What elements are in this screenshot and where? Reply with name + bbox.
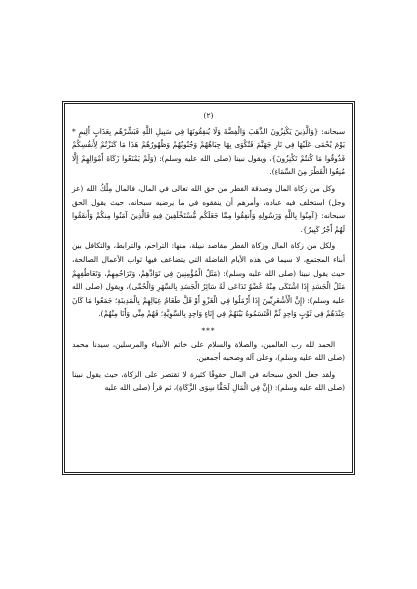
section-separator: ***	[201, 325, 216, 335]
paragraph-2: وكل من زكاة المال وصدقة الفطر من حق الله تعالى في المال، فالمال مِلْكُ الله (عز وجل) استخلف فيه عباده، وأمرهم أن ينفقوه في ما يرضيه سبحانه، حيث يقول الحق سبحانه: {آمِنُوا بِاللَّهِ وَرَسُولِهِ وَأَنفِقُوا مِمَّا جَعَلَكُم مُّسْتَخْلَفِينَ فِيهِ فَالَّذِينَ آمَنُوا مِنكُمْ وَأَنفَقُوا لَهُمْ أَجْرٌ كَبِيرٌ}.	[72, 183, 345, 234]
paragraph-4: الحمد لله رب العالمين، والصلاة والسلام على خاتم الأنبياء والمرسلين، سيدنا محمد (صلى الله عليه وسلم)، وعلى آله وصحبه أجمعين.	[72, 339, 345, 363]
paragraph-3: ولكل من زكاة المال وزكاة الفطر مقاصد نبيلة، منها: التراحم، والترابط، والتكافل بين أبناء المجتمع، لا سيما في هذه الأيام الفاضلة التي يتضاعف فيها ثواب الأعمال الصالحة، حيث يقول نبينا (صلى الله عليه وسلم): (مَثَلُ الْمُؤْمِنِينَ فِي تَوَادِّهِمْ، وَتَرَاحُمِهِمْ، وَتَعَاطُفِهِمْ مَثَلُ الْجَسَدِ إِذَا اشْتَكَى مِنْهُ عُضْوٌ تَدَاعَى لَهُ سَائِرُ الْجَسَدِ بِالسَّهَرِ وَالْحُمَّى)، ويقول (صلى الله عليه وسلم): (إِنَّ الْأَشْعَرِيِّينَ إِذَا أَرْمَلُوا فِي الْغَزْوِ أَوْ قَلَّ طَعَامُ عِيَالِهِمْ بِالْمَدِينَةِ؛ جَمَعُوا مَا كَانَ عِنْدَهُمْ فِي ثَوْبٍ وَاحِدٍ ثُمَّ اقْتَسَمُوهُ بَيْنَهُمْ فِي إِنَاءٍ وَاحِدٍ بِالسَّوِيَّةِ؛ فَهُمْ مِنِّي وَأَنَا مِنْهُمْ).	[72, 241, 345, 319]
paragraph-5: ولقد جعل الحق سبحانه في المال حقوقًا كثيرة لا تقتصر على الزكاة، حيث يقول نبينا (صلى الله عليه وسلم): (إِنَّ فِي الْمَالِ لَحَقًّا سِوَى الزَّكَاةِ)، ثم قرأ (صلى الله عليه	[72, 369, 345, 393]
document-body	[72, 109, 345, 395]
page-number: (٢)	[203, 111, 214, 120]
page-frame	[62, 101, 355, 475]
paragraph-1: سبحانه: {وَالَّذِينَ يَكْنِزُونَ الذَّهَبَ وَالْفِضَّةَ وَلَا يُنفِقُونَهَا فِي سَبِيلِ اللَّهِ فَبَشِّرْهُم بِعَذَابٍ أَلِيمٍ * يَوْمَ يُحْمَى عَلَيْهَا فِي نَارِ جَهَنَّمَ فَتُكْوَى بِهَا جِبَاهُهُمْ وَجُنُوبُهُمْ وَظُهُورُهُمْ هَذَا مَا كَنَزْتُمْ لِأَنفُسِكُمْ فَذُوقُوا مَا كُنتُمْ تَكْنِزُونَ}، ويقول نبينا (صلى الله عليه وسلم): (وَلَمْ يَمْنَعُوا زَكَاةَ أَمْوَالِهِمْ إِلَّا مُنِعُوا الْقَطْرَ مِنَ السَّمَاءِ).	[72, 126, 345, 177]
